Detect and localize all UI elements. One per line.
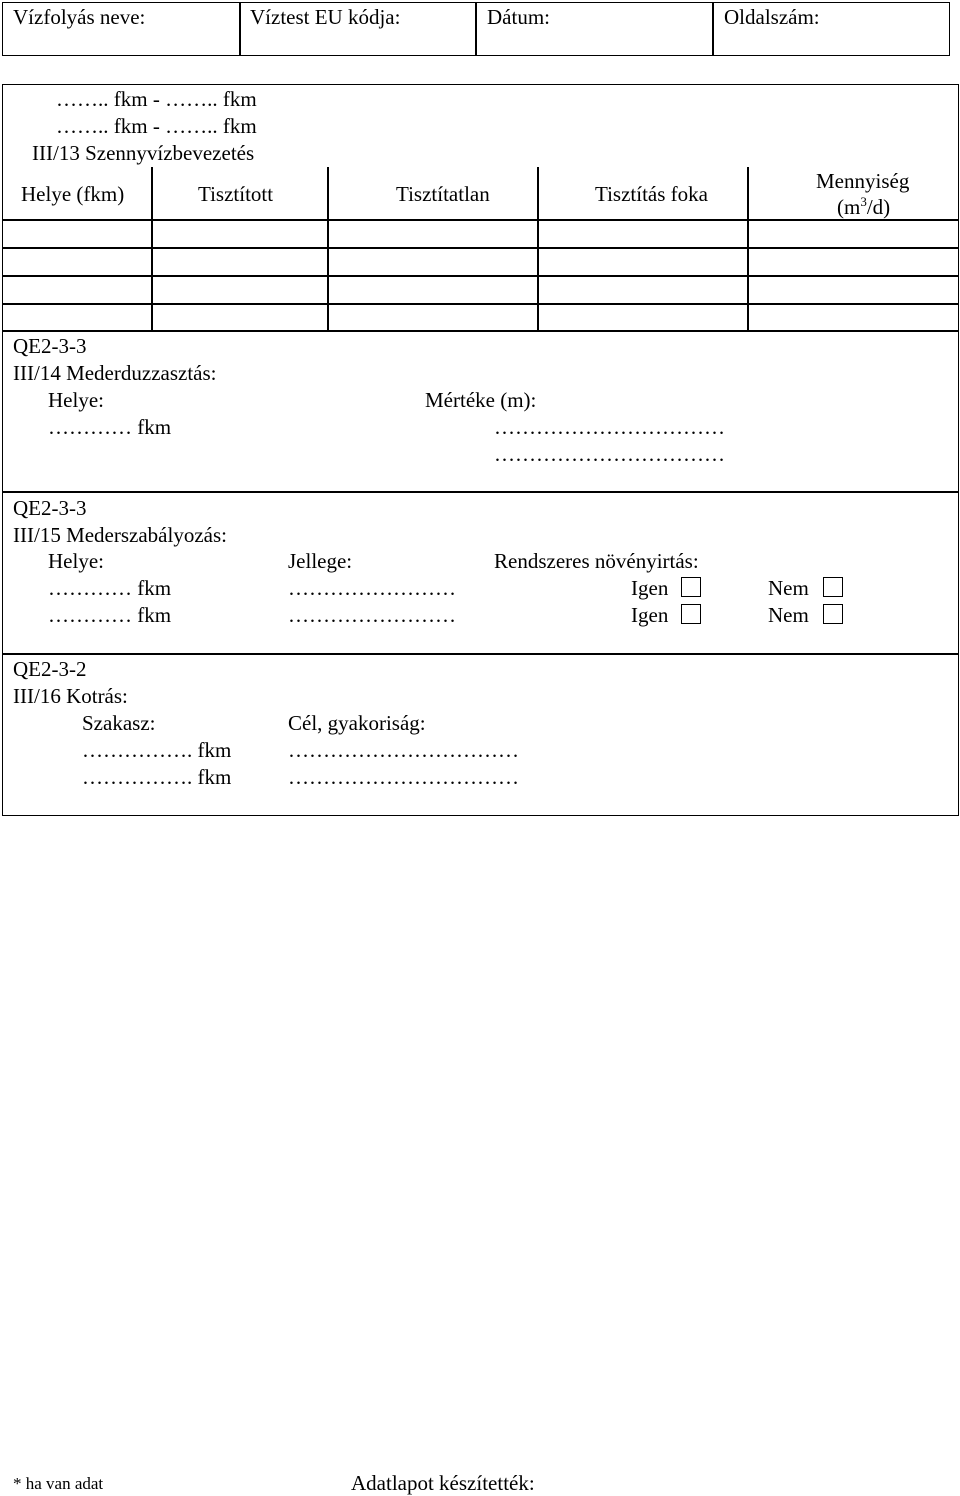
section-divider (2, 491, 959, 493)
nem-checkbox[interactable] (823, 604, 843, 624)
header-divider (712, 2, 714, 56)
table-rule (2, 247, 959, 249)
igen-checkbox[interactable] (681, 604, 701, 624)
table-col-divider (327, 167, 329, 331)
s13-col-helye: Helye (fkm) (21, 182, 125, 206)
s13-col-mennyiseg-unit: $(m^3/d)$ (837, 194, 891, 219)
s15-rendszeres-label: Rendszeres növényirtás: (494, 549, 699, 573)
s13-title: III/13 Szennyvízbevezetés (32, 141, 255, 165)
s16-row-fkm: ……………. fkm (82, 738, 232, 762)
s15-row-nem-label: Nem (768, 603, 809, 627)
s14-title: III/14 Mederduzzasztás: (13, 361, 217, 385)
nem-checkbox[interactable] (823, 577, 843, 597)
s15-row-igen-label: Igen (631, 576, 669, 600)
s15-row-jellege: …………………… (288, 576, 456, 600)
range-line-2: …….. fkm - …….. fkm (56, 114, 257, 138)
s13-col-tisztitott: Tisztított (198, 182, 274, 206)
s16-code: QE2-3-2 (13, 657, 87, 681)
s15-row-nem-label: Nem (768, 576, 809, 600)
header-divider (239, 2, 241, 56)
s13-col-tisztitas-foka: Tisztítás foka (595, 182, 708, 206)
table-rule (2, 219, 959, 221)
header-divider (475, 2, 477, 56)
s15-row-igen-label: Igen (631, 603, 669, 627)
table-rule (2, 275, 959, 277)
s15-helye-label: Helye: (48, 549, 104, 573)
table-rule (2, 330, 959, 332)
s16-row-cel: …………………………… (288, 765, 519, 789)
s14-helye-value: ………… fkm (48, 415, 172, 439)
s15-code: QE2-3-3 (13, 496, 87, 520)
table-rule (2, 303, 959, 305)
s14-merteke-label: Mértéke (m): (425, 388, 537, 412)
footer-prepared: Adatlapot készítették: (351, 1471, 535, 1495)
s16-row-fkm: ……………. fkm (82, 765, 232, 789)
oldalszam-label: Oldalszám: (724, 5, 820, 29)
s16-row-cel: …………………………… (288, 738, 519, 762)
viztest-label: Víztest EU kódja: (250, 5, 401, 29)
footer-note: * ha van adat (13, 1474, 104, 1493)
s14-merteke-value-1: …………………………… (494, 415, 725, 439)
section-divider (2, 653, 959, 655)
s16-title: III/16 Kotrás: (13, 684, 128, 708)
table-col-divider (747, 167, 749, 331)
table-col-divider (151, 167, 153, 331)
s16-cel-label: Cél, gyakoriság: (288, 711, 426, 735)
s14-merteke-value-2: …………………………… (494, 442, 725, 466)
igen-checkbox[interactable] (681, 577, 701, 597)
s15-row-fkm: ………… fkm (48, 576, 172, 600)
table-col-divider (537, 167, 539, 331)
s14-code: QE2-3-3 (13, 334, 87, 358)
datum-label: Dátum: (487, 5, 550, 29)
s15-jellege-label: Jellege: (288, 549, 353, 573)
s14-helye-label: Helye: (48, 388, 104, 412)
s13-col-tisztitatlan: Tisztítatlan (396, 182, 490, 206)
vizfolyas-label: Vízfolyás neve: (13, 5, 146, 29)
s16-szakasz-label: Szakasz: (82, 711, 156, 735)
s15-title: III/15 Mederszabályozás: (13, 523, 227, 547)
s15-row-jellege: …………………… (288, 603, 456, 627)
s13-col-mennyiseg: Mennyiség (816, 169, 910, 193)
s15-row-fkm: ………… fkm (48, 603, 172, 627)
range-line-1: …….. fkm - …….. fkm (56, 87, 257, 111)
